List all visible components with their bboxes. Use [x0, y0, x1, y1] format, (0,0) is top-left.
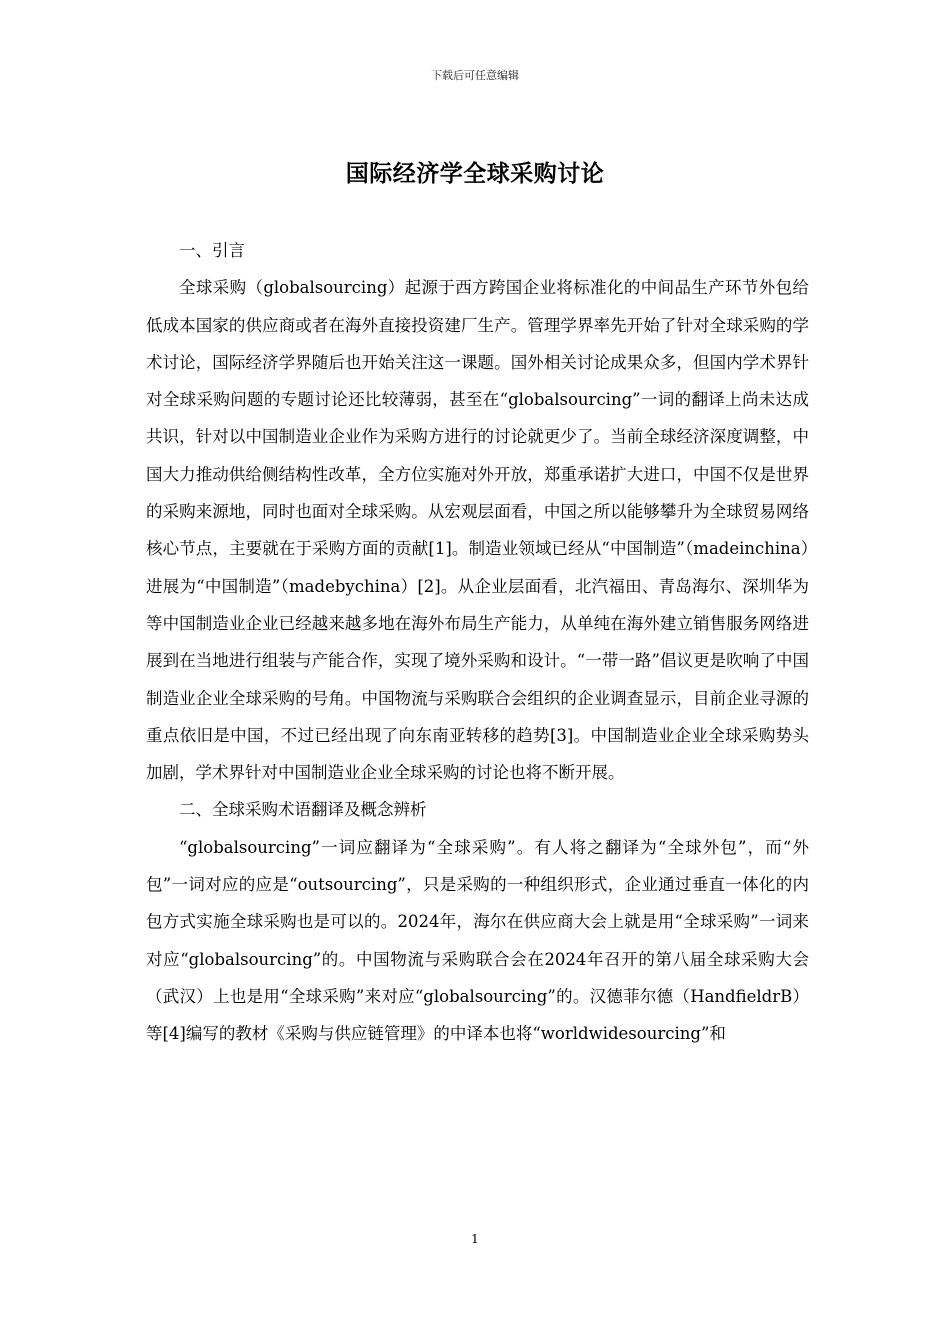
page-number: 1 — [471, 1232, 479, 1246]
paragraph: “globalsourcing”一词应翻译为“全球采购”。有人将之翻译为“全球外包”，而“外包”一词对应的应是“outsourcing”，只是采购的一种组织形式，企业通过垂直一体化的内包方式实施全球采购也是可以的。2024年，海尔在供应商大会上就是用“全球采购”一词来对应“globalsourcing”的。中国物流与采购联合会在2024年召开的第八届全球采购大会（武汉）上也是用“全球采购”来对应“globalsourcing”的。汉德菲尔德（HandfieldrB）等[4]编写的教材《采购与供应链管理》的中译本也将“worldwidesourcing”和 — [146, 837, 809, 1044]
document-body — [146, 232, 809, 1053]
paragraph: 全球采购（globalsourcing）起源于西方跨国企业将标准化的中间品生产环节外包给低成本国家的供应商或者在海外直接投资建厂生产。管理学界率先开始了针对全球采购的学术讨论，国际经济学界随后也开始关注这一课题。国外相关讨论成果众多，但国内学术界针对全球采购问题的专题讨论还比较薄弱，甚至在“globalsourcing”一词的翻译上尚未达成共识，针对以中国制造业企业作为采购方进行的讨论就更少了。当前全球经济深度调整，中国大力推动供给侧结构性改革，全方位实施对外开放，郑重承诺扩大进口，中国不仅是世界的采购来源地，同时也面对全球采购。从宏观层面看，中国之所以能够攀升为全球贸易网络核心节点，主要就在于采购方面的贡献[1]。制造业领域已经从“中国制造”（madeinchina）进展为“中国制造”（madebychina）[2]。从企业层面看，北汽福田、青岛海尔、深圳华为等中国制造业企业已经越来越多地在海外布局生产能力，从单纯在海外建立销售服务网络进展到在当地进行组装与产能合作，实现了境外采购和设计。“一带一路”倡议更是吹响了中国制造业企业全球采购的号角。中国物流与采购联合会组织的企业调查显示，目前企业寻源的重点依旧是中国，不过已经出现了向东南亚转移的趋势[3]。中国制造业企业全球采购势头加剧，学术界针对中国制造业企业全球采购的讨论也将不断开展。 — [146, 278, 809, 783]
section-heading-intro: 一、引言 — [179, 241, 245, 260]
document-title: 国际经济学全球采购讨论 — [345, 160, 605, 187]
header-note: 下载后可任意编辑 — [431, 69, 519, 82]
section-heading-terminology: 二、全球采购术语翻译及概念辨析 — [179, 800, 427, 820]
